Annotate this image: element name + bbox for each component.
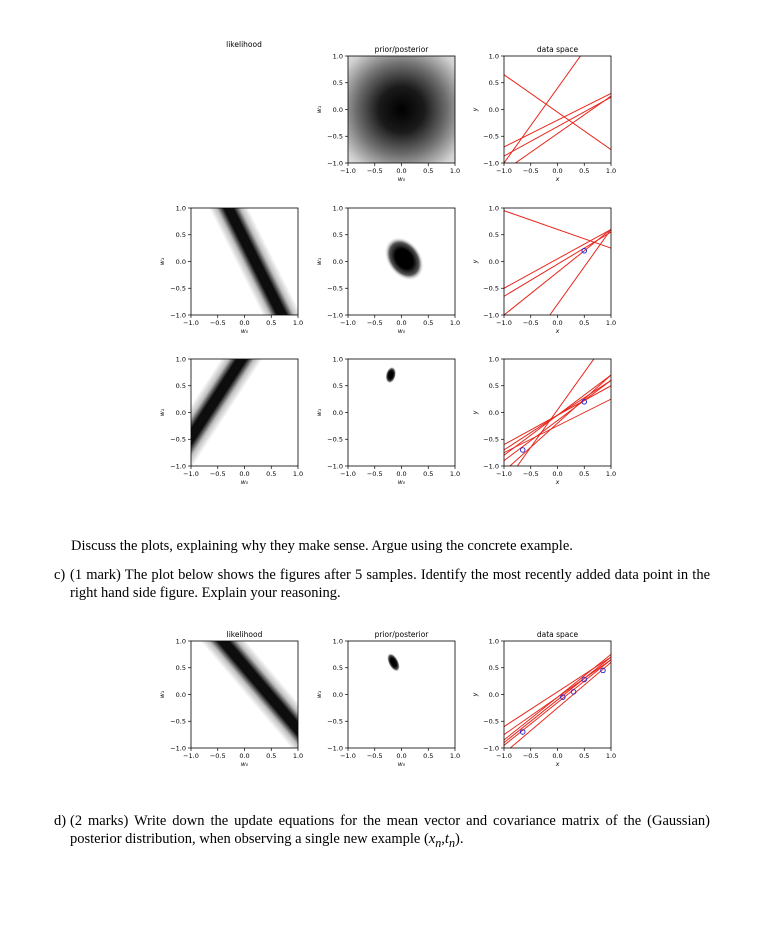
x-tick-label: −0.5 bbox=[366, 470, 383, 478]
x-tick-label: −0.5 bbox=[209, 470, 226, 478]
y-tick-label: 0.0 bbox=[175, 408, 186, 417]
x-tick-label: −0.5 bbox=[522, 319, 539, 327]
y-axis-label: y bbox=[472, 692, 479, 697]
x-tick-label: 0.5 bbox=[423, 752, 434, 760]
x-tick-label: 0.0 bbox=[239, 319, 250, 327]
y-axis-label: w₁ bbox=[159, 408, 166, 417]
y-tick-label: 1.0 bbox=[332, 637, 343, 646]
x-tick-label: 0.5 bbox=[579, 319, 590, 327]
y-tick-label: −0.5 bbox=[327, 284, 343, 293]
row2-posterior bbox=[316, 204, 460, 335]
y-axis-label: y bbox=[472, 259, 479, 264]
x-axis-label: w₀ bbox=[397, 761, 406, 768]
y-axis-label: w₁ bbox=[316, 690, 323, 699]
x-tick-label: 0.5 bbox=[423, 319, 434, 327]
x-tick-label: 0.0 bbox=[552, 167, 563, 175]
y-tick-label: 1.0 bbox=[488, 637, 499, 646]
x-axis-label: x bbox=[555, 176, 560, 183]
x-tick-label: 1.0 bbox=[605, 319, 617, 327]
y-tick-label: 0.5 bbox=[488, 382, 499, 391]
x-tick-label: −1.0 bbox=[496, 470, 512, 478]
x-tick-label: −0.5 bbox=[366, 319, 383, 327]
x-axis-label: w₀ bbox=[397, 479, 406, 486]
panel-title: data space bbox=[536, 630, 579, 639]
y-tick-label: 1.0 bbox=[488, 204, 499, 213]
y-tick-label: 0.5 bbox=[332, 382, 343, 391]
row3-posterior bbox=[316, 355, 460, 486]
plot-background bbox=[348, 641, 455, 748]
x-tick-label: 0.0 bbox=[239, 470, 250, 478]
x-tick-label: 1.0 bbox=[292, 319, 304, 327]
x-tick-label: 0.0 bbox=[396, 752, 407, 760]
x-tick-label: −1.0 bbox=[183, 470, 199, 478]
x-tick-label: 0.5 bbox=[579, 167, 590, 175]
x-tick-label: 0.5 bbox=[266, 752, 277, 760]
y-axis-label: y bbox=[472, 410, 479, 415]
x-tick-label: 1.0 bbox=[449, 167, 461, 175]
y-tick-label: −1.0 bbox=[483, 311, 499, 320]
y-tick-label: 0.0 bbox=[488, 408, 499, 417]
math-sub-n2: n bbox=[448, 835, 455, 850]
row2-likelihood bbox=[159, 164, 316, 358]
row2-posterior-body bbox=[348, 208, 455, 315]
y-tick-label: 1.0 bbox=[488, 355, 499, 364]
y-tick-label: 0.0 bbox=[332, 408, 343, 417]
x-tick-label: −0.5 bbox=[366, 752, 383, 760]
y-tick-label: −0.5 bbox=[327, 132, 343, 141]
discuss-text: Discuss the plots, explaining why they make sense. Argue using the concrete example. bbox=[71, 538, 573, 554]
y-tick-label: 0.0 bbox=[488, 257, 499, 266]
prior-density bbox=[348, 56, 455, 163]
plot-background bbox=[348, 359, 455, 466]
y-tick-label: −1.0 bbox=[327, 311, 343, 320]
row4-data-space-body bbox=[493, 641, 621, 762]
y-tick-label: 0.5 bbox=[175, 664, 186, 673]
y-tick-label: 0.5 bbox=[332, 231, 343, 240]
panel-title: data space bbox=[536, 45, 579, 54]
y-tick-label: 0.5 bbox=[488, 664, 499, 673]
x-tick-label: −0.5 bbox=[209, 752, 226, 760]
y-tick-label: 0.5 bbox=[175, 382, 186, 391]
x-tick-label: 1.0 bbox=[605, 470, 617, 478]
x-tick-label: 0.0 bbox=[396, 319, 407, 327]
question-d bbox=[54, 812, 714, 852]
y-tick-label: 0.0 bbox=[175, 690, 186, 699]
x-tick-label: 0.0 bbox=[552, 470, 563, 478]
x-axis-label: w₀ bbox=[240, 328, 249, 335]
plot-background bbox=[504, 208, 611, 315]
y-tick-label: −1.0 bbox=[483, 462, 499, 471]
y-tick-label: −1.0 bbox=[483, 744, 499, 753]
x-tick-label: 0.0 bbox=[396, 470, 407, 478]
x-tick-label: 0.5 bbox=[423, 470, 434, 478]
question-d-text-start: (2 marks) Write down the update equations for the mean vector and covariance matrix of the (Gaussian) posterior distribution, when observing a single new example ( bbox=[70, 813, 710, 847]
y-axis-label: w₁ bbox=[316, 257, 323, 266]
x-tick-label: −1.0 bbox=[183, 752, 199, 760]
row1-data-space-body bbox=[493, 0, 621, 179]
row4-data-space bbox=[472, 630, 622, 768]
panel-title: likelihood bbox=[226, 630, 263, 639]
y-axis-label: w₁ bbox=[316, 408, 323, 417]
question-c bbox=[54, 566, 714, 606]
row4-posterior bbox=[316, 630, 460, 768]
question-d-text-end: ). bbox=[455, 831, 464, 847]
x-tick-label: −1.0 bbox=[340, 319, 356, 327]
question-d-text bbox=[70, 812, 710, 852]
y-tick-label: 0.5 bbox=[332, 79, 343, 88]
x-tick-label: −1.0 bbox=[496, 167, 512, 175]
math-sub-n1: n bbox=[435, 835, 442, 850]
panel-title-likelihood-row1: likelihood bbox=[226, 40, 262, 49]
x-axis-label: w₀ bbox=[397, 328, 406, 335]
y-tick-label: 0.5 bbox=[332, 664, 343, 673]
x-axis-label: x bbox=[555, 479, 560, 486]
y-axis-label: y bbox=[472, 107, 479, 112]
x-tick-label: 0.5 bbox=[579, 470, 590, 478]
row1-data-space bbox=[472, 0, 622, 183]
y-tick-label: −1.0 bbox=[483, 159, 499, 168]
x-tick-label: −1.0 bbox=[340, 167, 356, 175]
x-axis-label: w₀ bbox=[397, 176, 406, 183]
x-tick-label: 0.0 bbox=[239, 752, 250, 760]
math-t: t bbox=[444, 831, 449, 847]
x-tick-label: −1.0 bbox=[183, 319, 199, 327]
question-d-label: d) bbox=[54, 813, 67, 829]
y-tick-label: −0.5 bbox=[483, 132, 499, 141]
x-tick-label: 0.0 bbox=[552, 319, 563, 327]
row3-likelihood bbox=[136, 316, 303, 509]
x-tick-label: 1.0 bbox=[292, 470, 304, 478]
y-tick-label: 1.0 bbox=[332, 52, 343, 61]
y-tick-label: 0.0 bbox=[332, 105, 343, 114]
x-tick-label: 1.0 bbox=[605, 167, 617, 175]
y-tick-label: 0.5 bbox=[488, 231, 499, 240]
row1-prior bbox=[316, 45, 460, 183]
y-axis-label: w₁ bbox=[316, 105, 323, 114]
y-tick-label: −1.0 bbox=[327, 462, 343, 471]
question-c-text: (1 mark) The plot below shows the figures after 5 samples. Identify the most recently added data point in the right hand side figure. Explain your reasoning. bbox=[70, 567, 710, 601]
row3-posterior-body bbox=[348, 359, 455, 466]
x-tick-label: 1.0 bbox=[449, 470, 461, 478]
x-tick-label: −1.0 bbox=[340, 752, 356, 760]
x-tick-label: 0.0 bbox=[396, 167, 407, 175]
panel-title: prior/posterior bbox=[374, 45, 429, 54]
x-tick-label: 0.5 bbox=[423, 167, 434, 175]
x-tick-label: −0.5 bbox=[522, 752, 539, 760]
row4-likelihood bbox=[159, 599, 353, 790]
x-axis-label: w₀ bbox=[240, 761, 249, 768]
y-tick-label: 1.0 bbox=[175, 204, 186, 213]
row1-prior-body bbox=[348, 56, 455, 163]
y-tick-label: −0.5 bbox=[483, 284, 499, 293]
x-tick-label: 0.0 bbox=[552, 752, 563, 760]
x-tick-label: 1.0 bbox=[605, 752, 617, 760]
y-tick-label: 0.0 bbox=[332, 257, 343, 266]
row2-likelihood-body bbox=[191, 164, 316, 358]
y-tick-label: 0.5 bbox=[488, 79, 499, 88]
y-tick-label: −1.0 bbox=[327, 159, 343, 168]
y-axis-label: w₁ bbox=[159, 690, 166, 699]
x-axis-label: x bbox=[555, 761, 560, 768]
y-tick-label: 1.0 bbox=[332, 355, 343, 364]
row3-data-space bbox=[472, 320, 622, 500]
y-tick-label: −0.5 bbox=[170, 435, 186, 444]
x-tick-label: 0.5 bbox=[266, 470, 277, 478]
math-comma: , bbox=[441, 831, 445, 847]
y-tick-label: 1.0 bbox=[175, 355, 186, 364]
x-tick-label: −0.5 bbox=[209, 319, 226, 327]
y-tick-label: 0.5 bbox=[175, 231, 186, 240]
x-axis-label: w₀ bbox=[240, 479, 249, 486]
y-axis-label: w₁ bbox=[159, 257, 166, 266]
question-c-label: c) bbox=[54, 567, 66, 583]
x-tick-label: 0.5 bbox=[579, 752, 590, 760]
y-tick-label: 0.0 bbox=[175, 257, 186, 266]
y-tick-label: 0.0 bbox=[488, 690, 499, 699]
x-tick-label: 1.0 bbox=[449, 319, 461, 327]
y-tick-label: −0.5 bbox=[327, 717, 343, 726]
y-tick-label: −0.5 bbox=[170, 284, 186, 293]
x-tick-label: −1.0 bbox=[496, 752, 512, 760]
y-tick-label: 0.0 bbox=[488, 105, 499, 114]
x-tick-label: 0.5 bbox=[266, 319, 277, 327]
y-tick-label: 1.0 bbox=[332, 204, 343, 213]
x-tick-label: −0.5 bbox=[366, 167, 383, 175]
y-tick-label: −0.5 bbox=[483, 717, 499, 726]
x-axis-label: x bbox=[555, 328, 560, 335]
x-tick-label: 1.0 bbox=[292, 752, 304, 760]
y-tick-label: −0.5 bbox=[170, 717, 186, 726]
y-tick-label: −1.0 bbox=[170, 462, 186, 471]
x-tick-label: −0.5 bbox=[522, 167, 539, 175]
y-tick-label: −0.5 bbox=[327, 435, 343, 444]
x-tick-label: 1.0 bbox=[449, 752, 461, 760]
x-tick-label: −1.0 bbox=[496, 319, 512, 327]
y-tick-label: −1.0 bbox=[170, 744, 186, 753]
y-tick-label: −1.0 bbox=[327, 744, 343, 753]
y-tick-label: 0.0 bbox=[332, 690, 343, 699]
panel-title: prior/posterior bbox=[374, 630, 429, 639]
y-tick-label: −0.5 bbox=[483, 435, 499, 444]
y-tick-label: 1.0 bbox=[175, 637, 186, 646]
math-x: x bbox=[428, 831, 436, 847]
y-tick-label: 1.0 bbox=[488, 52, 499, 61]
row4-posterior-body bbox=[348, 641, 455, 748]
row4-likelihood-body bbox=[184, 599, 354, 790]
x-tick-label: −1.0 bbox=[340, 470, 356, 478]
y-tick-label: −1.0 bbox=[170, 311, 186, 320]
x-tick-label: −0.5 bbox=[522, 470, 539, 478]
